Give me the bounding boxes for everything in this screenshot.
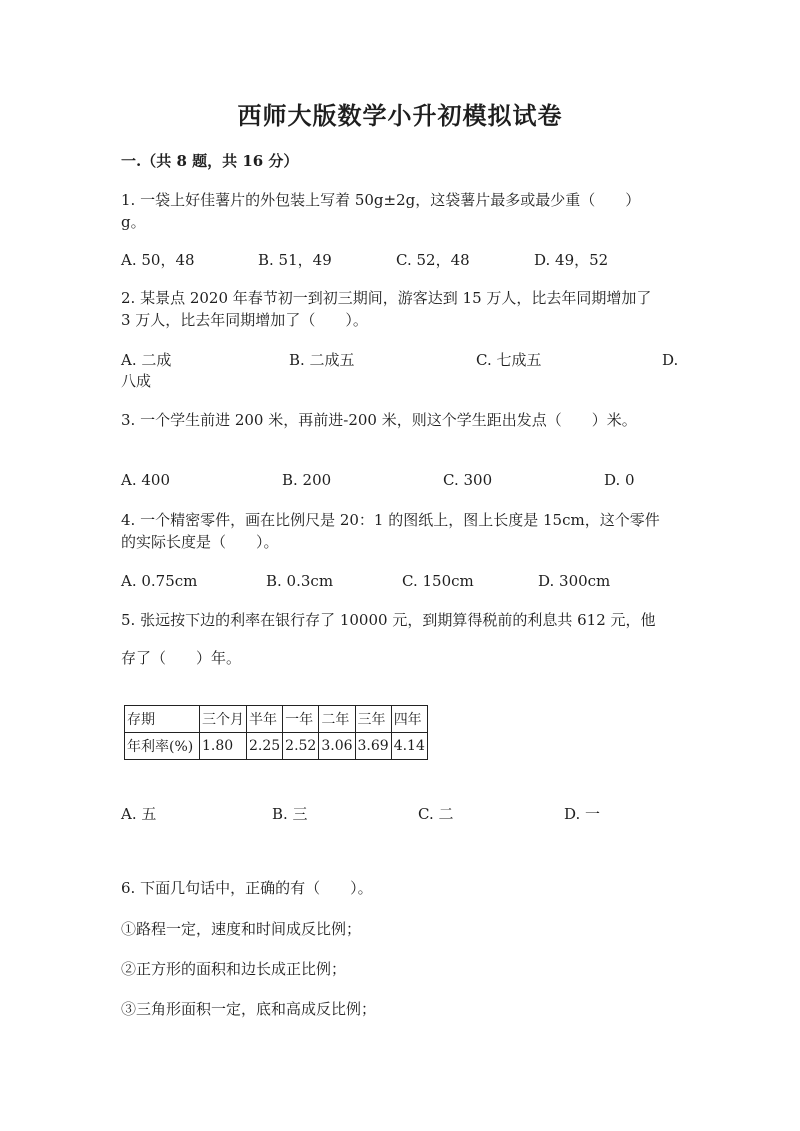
question-6-statement-3: ③三角形面积一定，底和高成反比例； (121, 1000, 377, 1018)
question-1-option-d[interactable]: D. 49，52 (534, 251, 609, 269)
question-6-statement-2: ②正方形的面积和边长成正比例； (121, 960, 347, 978)
question-4-text-cont: 的实际长度是（ ）。 (121, 533, 279, 551)
table-header-cell: 三个月 (200, 706, 247, 733)
table-cell: 年利率(%) (125, 733, 200, 760)
table-header-cell: 二年 (319, 706, 355, 733)
question-5-text-cont: 存了（ ）年。 (121, 649, 242, 667)
question-5-option-d[interactable]: D. 一 (564, 805, 601, 823)
question-5-option-a[interactable]: A. 五 (121, 805, 157, 823)
question-2-option-a[interactable]: A. 二成 (121, 351, 172, 369)
table-cell: 2.25 (247, 733, 283, 760)
question-6-statement-1: ①路程一定，速度和时间成反比例； (121, 920, 362, 938)
question-6-text: 6. 下面几句话中，正确的有（ ）。 (121, 879, 373, 897)
question-1-option-c[interactable]: C. 52，48 (396, 251, 470, 269)
question-2-option-d[interactable]: D. (662, 351, 679, 369)
question-2-text: 2. 某景点 2020 年春节初一到初三期间，游客达到 15 万人，比去年同期增加了 (121, 289, 652, 307)
table-cell: 1.80 (200, 733, 247, 760)
question-2-option-d-cont: 八成 (121, 372, 152, 390)
question-5-option-b[interactable]: B. 三 (272, 805, 308, 823)
table-header-cell: 三年 (355, 706, 391, 733)
question-4-option-a[interactable]: A. 0.75cm (121, 572, 198, 590)
question-3-option-c[interactable]: C. 300 (443, 471, 493, 489)
table-header-cell: 存期 (125, 706, 200, 733)
table-header-row (125, 706, 428, 733)
question-5-text: 5. 张远按下边的利率在银行存了 10000 元，到期算得税前的利息共 612 元，他 (121, 611, 656, 629)
question-2-option-b[interactable]: B. 二成五 (289, 351, 355, 369)
table-cell: 3.06 (319, 733, 355, 760)
question-3-option-b[interactable]: B. 200 (282, 471, 332, 489)
question-2-text-cont: 3 万人，比去年同期增加了（ ）。 (121, 311, 368, 329)
question-1-option-b[interactable]: B. 51，49 (258, 251, 332, 269)
table-header-cell: 一年 (283, 706, 319, 733)
question-4-option-c[interactable]: C. 150cm (402, 572, 474, 590)
section-heading: 一.（共 8 题，共 16 分） (121, 152, 299, 170)
interest-rate-table (124, 705, 428, 760)
page-title: 西师大版数学小升初模拟试卷 (237, 101, 563, 130)
table-cell: 4.14 (391, 733, 427, 760)
question-1-option-a[interactable]: A. 50，48 (121, 251, 195, 269)
question-3-text: 3. 一个学生前进 200 米，再前进-200 米，则这个学生距出发点（ ）米。 (121, 411, 637, 429)
question-4-text: 4. 一个精密零件，画在比例尺是 20：1 的图纸上，图上长度是 15cm，这个零件 (121, 511, 660, 529)
table-row (125, 733, 428, 760)
table-cell: 3.69 (355, 733, 391, 760)
question-3-option-d[interactable]: D. 0 (604, 471, 635, 489)
table-header-cell: 四年 (391, 706, 427, 733)
question-4-option-b[interactable]: B. 0.3cm (266, 572, 334, 590)
question-1-text-cont: g。 (121, 213, 146, 231)
question-5-option-c[interactable]: C. 二 (418, 805, 454, 823)
table-cell: 2.52 (283, 733, 319, 760)
question-2-option-c[interactable]: C. 七成五 (476, 351, 542, 369)
question-3-option-a[interactable]: A. 400 (121, 471, 170, 489)
question-1-text: 1. 一袋上好佳薯片的外包装上写着 50g±2g，这袋薯片最多或最少重（ ） (121, 191, 641, 209)
table-header-cell: 半年 (247, 706, 283, 733)
question-4-option-d[interactable]: D. 300cm (538, 572, 611, 590)
